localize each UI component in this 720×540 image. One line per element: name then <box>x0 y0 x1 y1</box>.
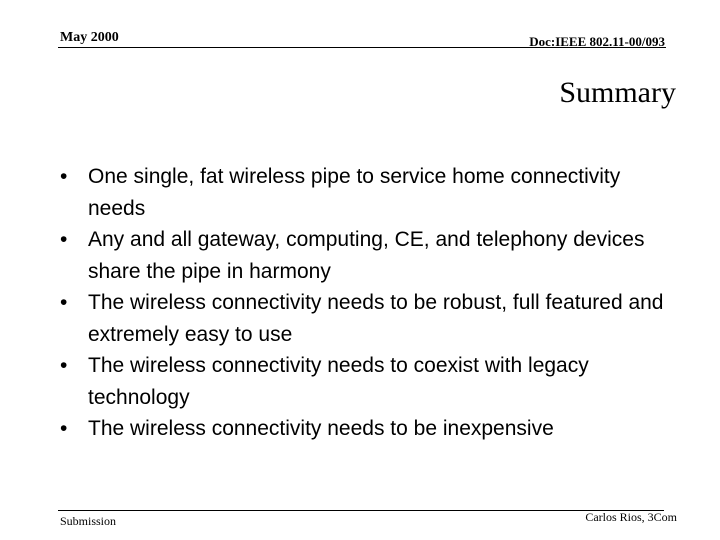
bullet-text: The wireless connectivity needs to be inexpensive <box>88 417 554 440</box>
bullet-text: The wireless connectivity needs to coexist with legacy technology <box>88 354 589 409</box>
footer-divider <box>58 510 664 511</box>
bullet-list <box>58 161 678 445</box>
bullet-item <box>58 287 678 350</box>
bullet-item <box>58 161 678 224</box>
slide-title: Summary <box>559 76 676 109</box>
bullet-icon: • <box>60 291 68 314</box>
header-doc-id: Doc:IEEE 802.11-00/093 <box>529 34 665 49</box>
header-date: May 2000 <box>60 30 119 45</box>
bullet-icon: • <box>60 165 68 188</box>
bullet-item <box>58 350 678 413</box>
bullet-text: The wireless connectivity needs to be robust, full featured and extremely easy to use <box>88 291 664 346</box>
bullet-icon: • <box>60 417 68 440</box>
footer-submission: Submission <box>60 514 117 528</box>
bullet-item <box>58 413 678 445</box>
bullet-icon: • <box>60 228 68 251</box>
bullet-text: Any and all gateway, computing, CE, and telephony devices share the pipe in harmony <box>88 228 645 283</box>
footer-author: Carlos Rios, 3Com <box>585 510 677 524</box>
header-divider <box>58 47 666 48</box>
bullet-text: One single, fat wireless pipe to service home connectivity needs <box>88 165 621 220</box>
bullet-item <box>58 224 678 287</box>
bullet-icon: • <box>60 354 68 377</box>
